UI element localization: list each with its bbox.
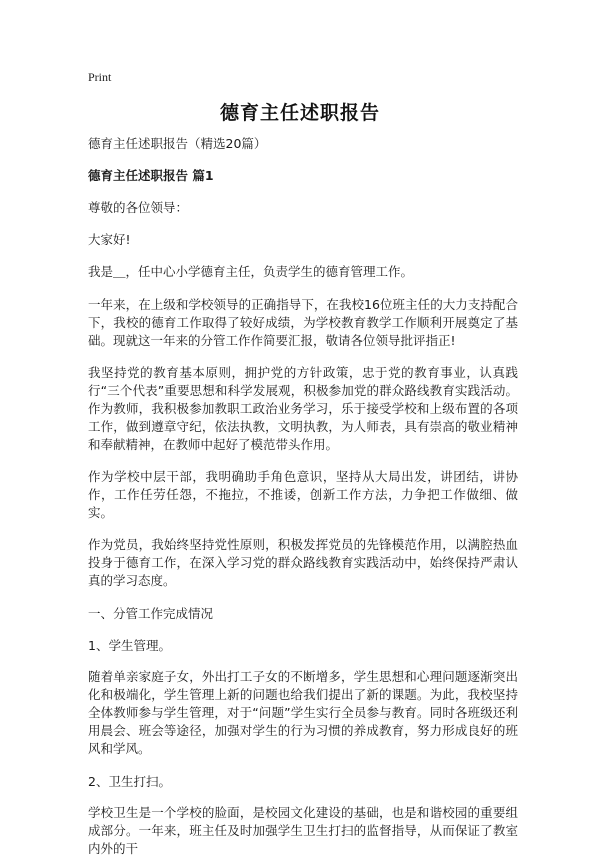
print-label[interactable]: Print — [88, 70, 112, 84]
intro-paragraph: 我是＿，任中心小学德育主任，负责学生的德育管理工作。 — [88, 264, 414, 279]
paragraph-1: 一年来，在上级和学校领导的正确指导下，在我校16位班主任的大力支持配合下，我校的德育工作取得了较好成绩，为学校教育教学工作顺利开展奠定了基础。现就这一年来的分管工作作简要汇报，敬请各位领导批评指正! — [88, 297, 518, 348]
section-1-heading: 一、分管工作完成情况 — [88, 606, 214, 621]
page-title: 德育主任述职报告 — [219, 102, 380, 124]
section-heading: 德育主任述职报告 篇1 — [88, 168, 214, 183]
paragraph-5: 随着单亲家庭子女，外出打工子女的不断增多，学生思想和心理问题逐渐突出化和极端化，学生管理上新的问题也给我们提出了新的课题。为此，我校坚持全体教师参与学生管理，对于“问题”学生实行全员参与教育。同时各班级还利用晨会、班会等途径，加强对学生的行为习惯的养成教育，努力形成良好的班风和学风。 — [88, 669, 518, 756]
paragraph-3: 作为学校中层干部，我明确助手角色意识，坚持从大局出发，讲团结，讲协作，工作任劳任怨，不拖拉，不推诿，创新工作方法，力争把工作做细、做实。 — [88, 469, 518, 520]
hello: 大家好! — [88, 232, 131, 247]
paragraph-2: 我坚持党的教育基本原则，拥护党的方针政策，忠于党的教育事业，认真践行“三个代表”重要思想和科学发展观，积极参加党的群众路线教育实践活动。作为教师，我积极参加教职工政治业务学习，乐于接受学校和上级布置的各项工作，做到遵章守纪，依法执教，文明执教，为人师表，具有崇高的敬业精神和奉献精神，在教师中起好了模范带头作用。 — [88, 365, 518, 452]
subsection-1-heading: 1、学生管理。 — [88, 638, 171, 653]
doc-subtitle: 德育主任述职报告（精选20篇） — [88, 136, 267, 151]
paragraph-6: 学校卫生是一个学校的脸面，是校园文化建设的基础，也是和谐校园的重要组成部分。一年来，班主任及时加强学生卫生打扫的监督指导，从而保证了教室内外的干 — [88, 805, 518, 856]
greeting: 尊敬的各位领导： — [88, 200, 189, 215]
subsection-2-heading: 2、卫生打扫。 — [88, 774, 171, 789]
document-body — [88, 134, 518, 858]
paragraph-4: 作为党员，我始终坚持党性原则，积极发挥党员的先锋模范作用，以满腔热血投身于德育工作，在深入学习党的群众路线教育实践活动中，始终保持严肃认真的学习态度。 — [88, 537, 518, 588]
